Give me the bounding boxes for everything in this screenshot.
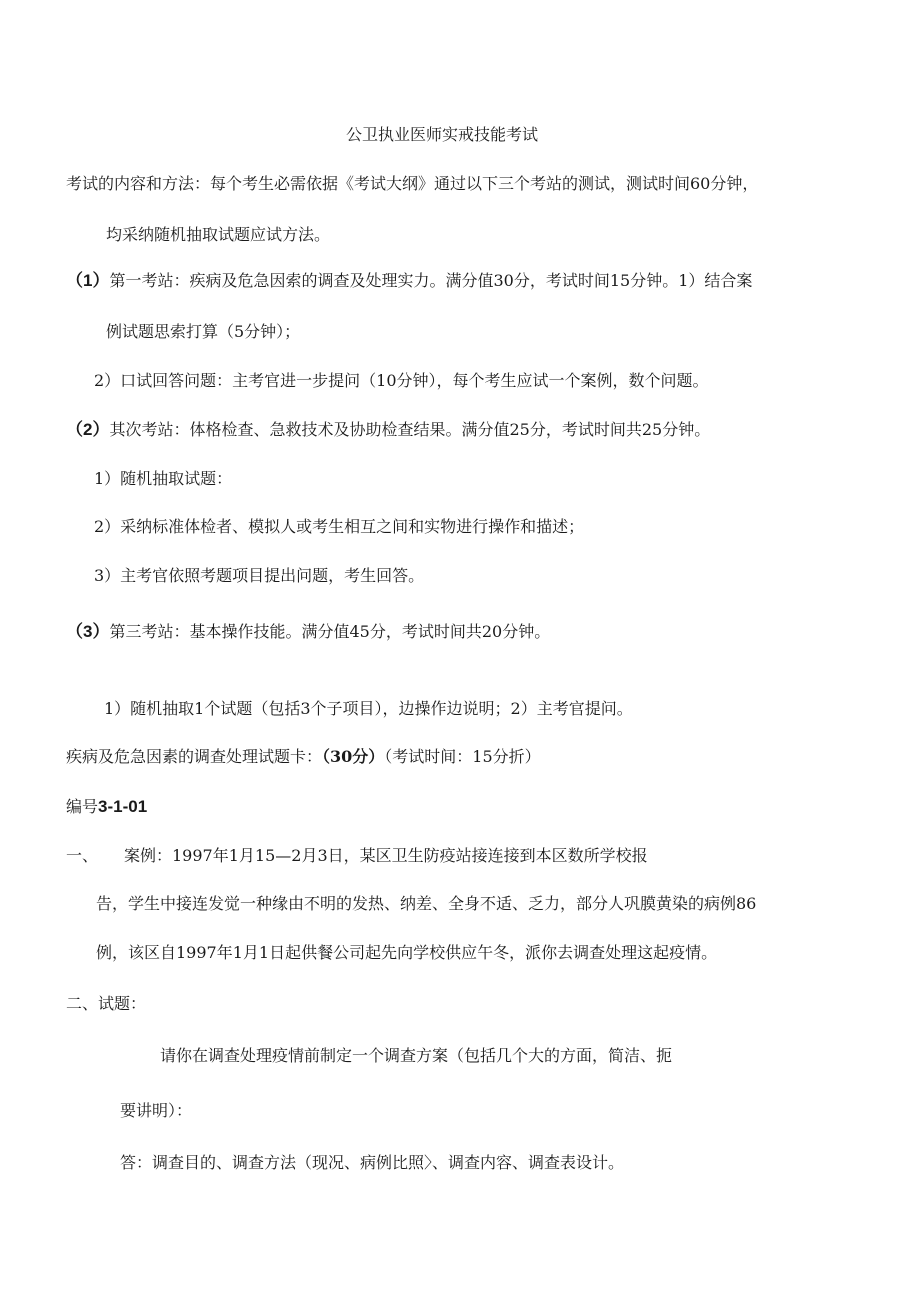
card-heading: 疾病及危急因素的调查处理试题卡： bbox=[66, 747, 323, 766]
station-1-item-2: 2）口试回答问题：主考官进一步提问（10分钟），每个考生应试一个案例，数个问题。 bbox=[94, 371, 709, 390]
station-2-line-1: 其次考站：体格检查、急救技术及协助检查结果。满分值25分，考试时间共25分钟。 bbox=[109, 420, 711, 439]
station-1-marker: （1） bbox=[66, 271, 110, 290]
section-2-answer: 答：调查目的、调查方法（现况、病例比照〉、调查内容、调查表设计。 bbox=[120, 1153, 625, 1172]
station-1-line-2: 例试题思索打算（5分钟）； bbox=[106, 322, 301, 341]
station-2-marker: （2） bbox=[66, 420, 110, 439]
card-number-line bbox=[66, 796, 147, 818]
station-3-marker: （3） bbox=[66, 622, 110, 641]
card-score: （30分） bbox=[322, 747, 385, 766]
section-2-question-line-1: 请你在调查处理疫情前制定一个调查方案（包括几个大的方面，简洁、扼 bbox=[160, 1046, 673, 1065]
card-number-label: 编号 bbox=[66, 797, 99, 816]
station-1-line-1: 第一考站：疾病及危急因索的调查及处理实力。满分值30分，考试时间15分钟。1）结合案 bbox=[109, 271, 753, 290]
station-2-item-1: 1）随机抽取试题： bbox=[94, 469, 233, 488]
section-1-line-3: 例，该区自1997年1月1日起供餐公司起先向学校供应午冬，派你去调查处理这起疫情。 bbox=[96, 943, 718, 962]
section-1-label: 一、 bbox=[66, 846, 99, 865]
document-title: 公卫执业医师实戒技能考试 bbox=[346, 125, 539, 144]
station-3-item: 1）随机抽取1个试题（包括3个子项目），边操作边说明；2）主考官提问。 bbox=[104, 699, 633, 718]
station-3-paragraph bbox=[66, 621, 550, 643]
section-2-question-line-2: 要讲明）： bbox=[120, 1101, 193, 1120]
section-2-label: 二、试题： bbox=[66, 994, 147, 1013]
intro-line-1: 考试的内容和方法：每个考生必需依据《考试大纲》通过以下三个考站的测试，测试时间60分钟， bbox=[66, 174, 759, 193]
station-2-paragraph bbox=[66, 419, 710, 441]
section-1-line-1: 案例：1997年1月15—2月3日，某区卫生防疫站接连接到本区数所学校报 bbox=[124, 846, 648, 865]
card-heading-line bbox=[66, 746, 541, 768]
section-1-line-2: 告，学生中接连发觉一种缘由不明的发热、纳差、全身不适、乏力，部分人巩膜黄染的病例86 bbox=[96, 894, 757, 913]
intro-line-2: 均采纳随机抽取试题应试方法。 bbox=[106, 225, 331, 244]
station-2-item-2: 2）采纳标准体检者、模拟人或考生相互之间和实物进行操作和描述； bbox=[94, 517, 585, 536]
station-1-paragraph bbox=[66, 270, 752, 292]
station-2-item-3: 3）主考官依照考题项目提出问题，考生回答。 bbox=[94, 566, 425, 585]
station-3-line-1: 第三考站：基本操作技能。满分值45分，考试时间共20分钟。 bbox=[109, 622, 551, 641]
card-number: 3-1-01 bbox=[98, 797, 148, 816]
card-time: （考试时间：15分折） bbox=[384, 747, 541, 766]
